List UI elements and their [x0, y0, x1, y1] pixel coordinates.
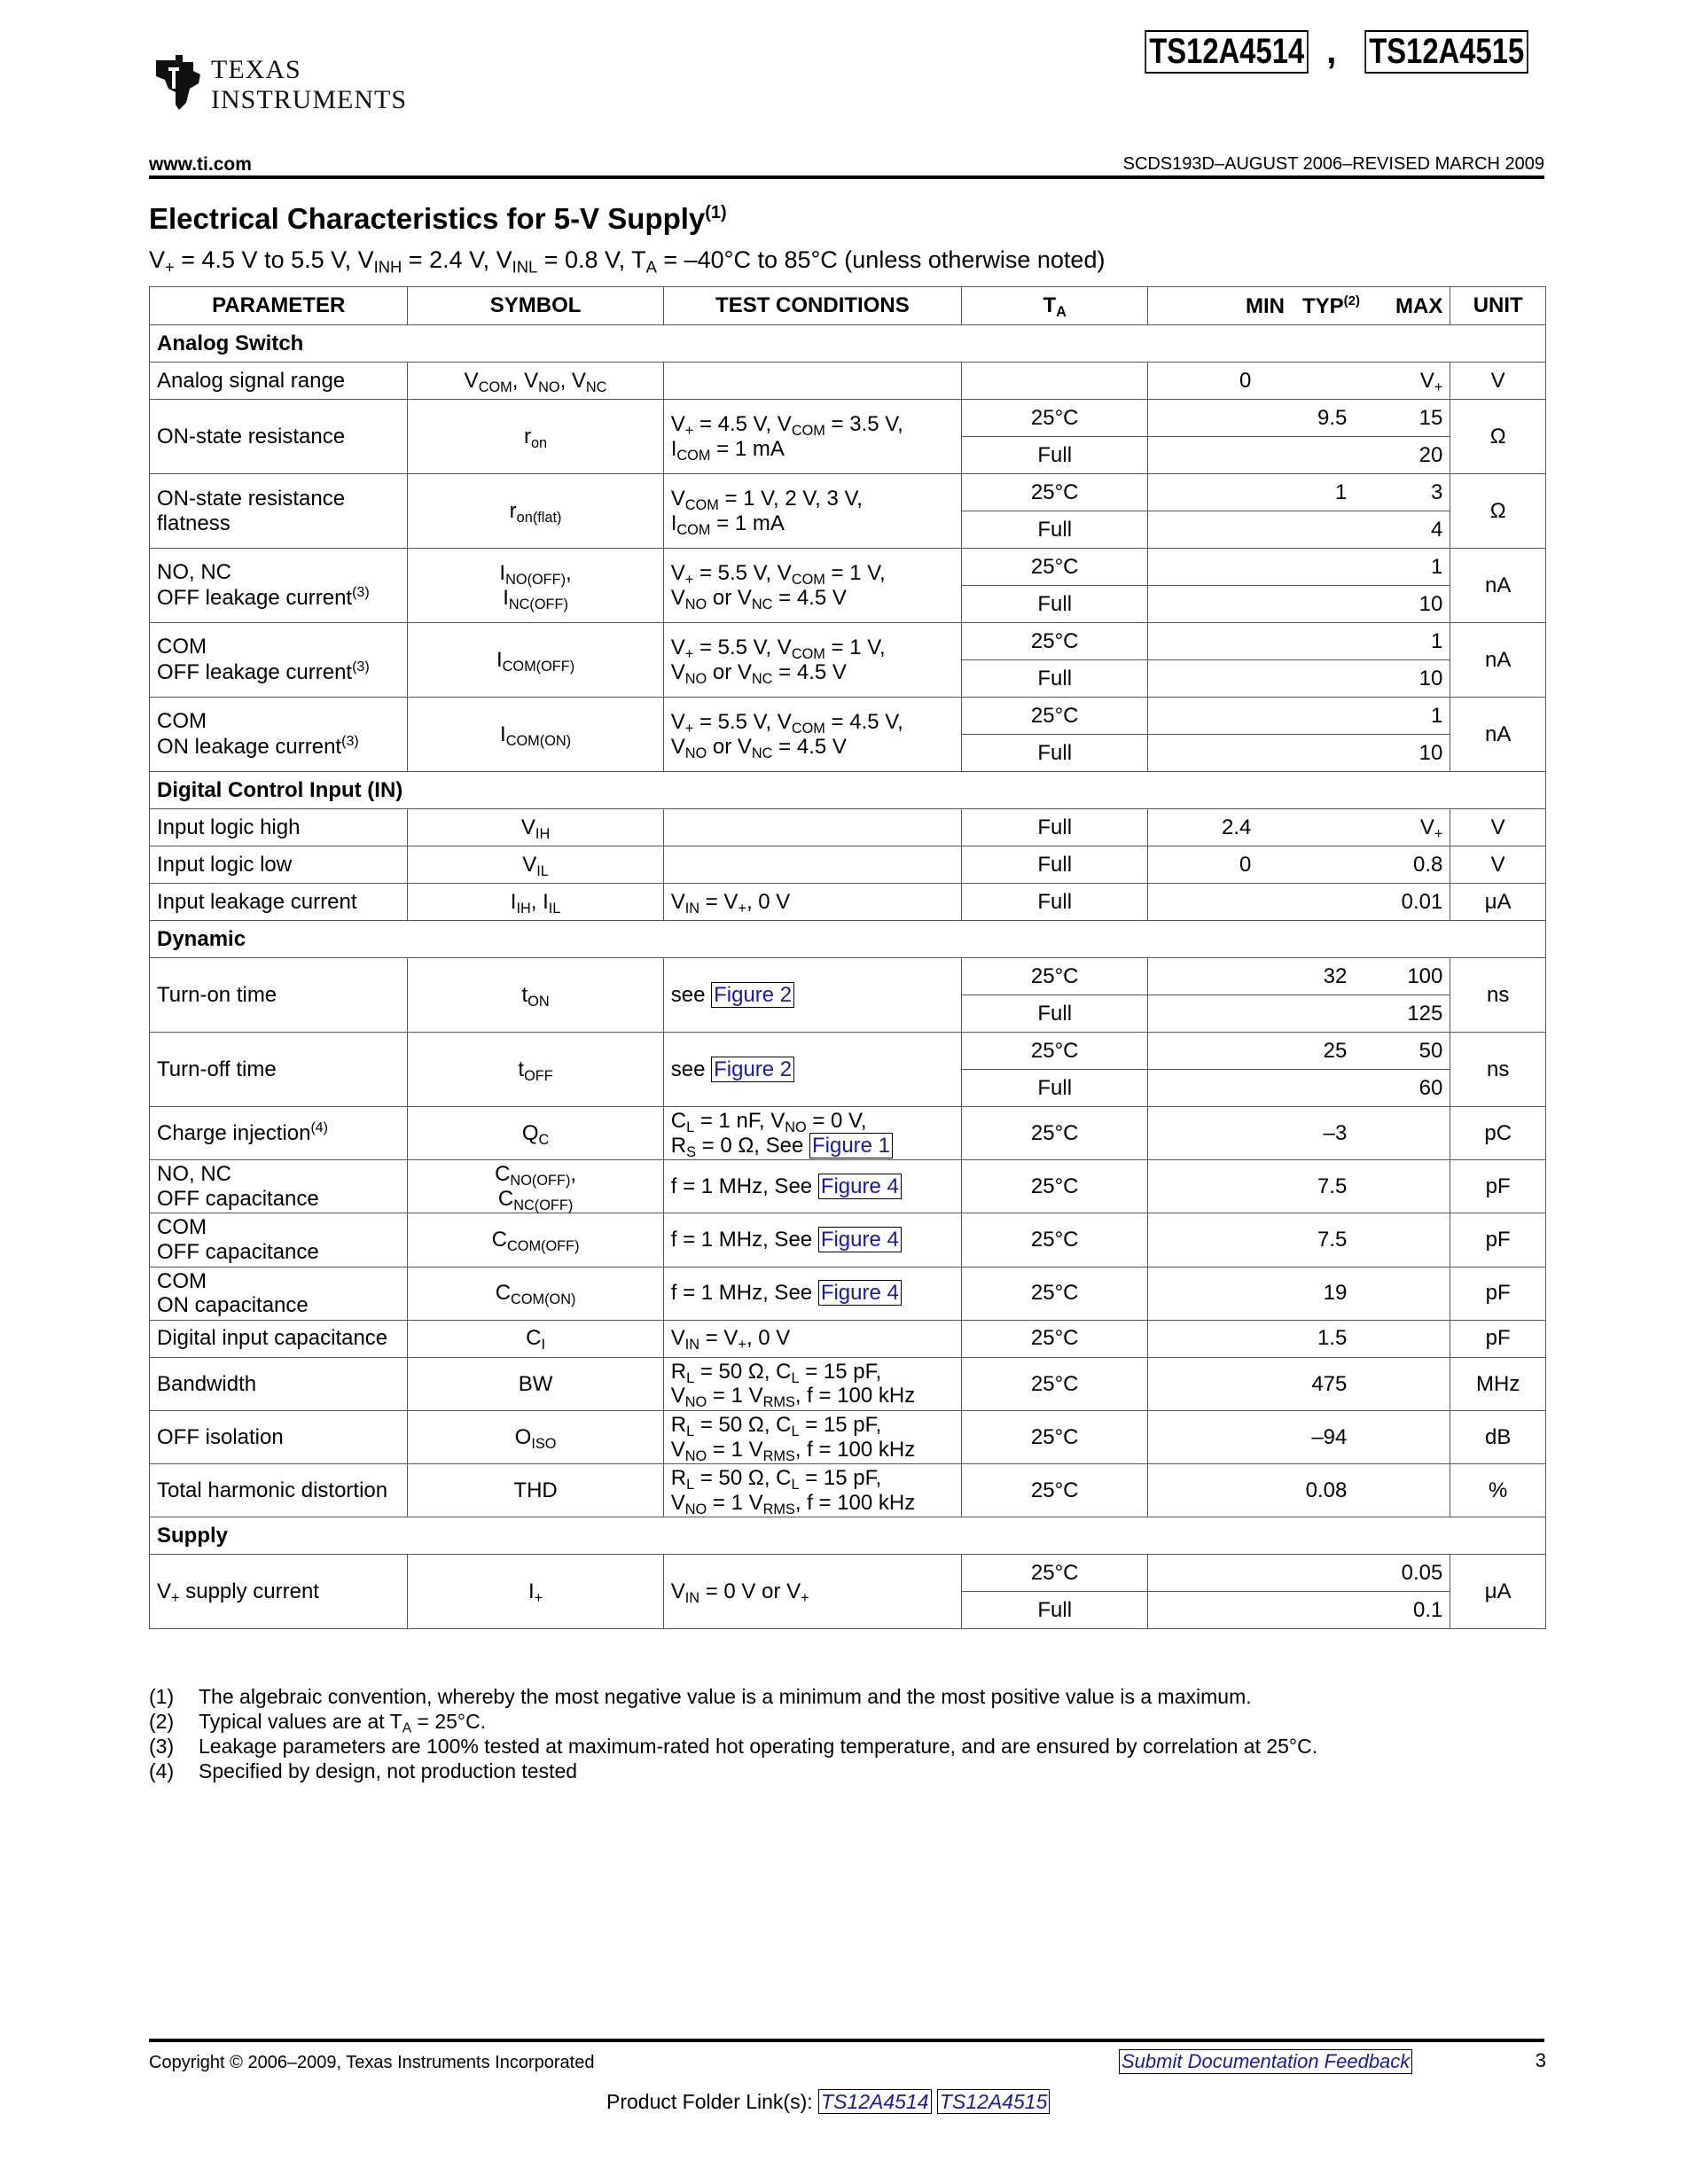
section-supply: Supply — [150, 1517, 1546, 1555]
param-cell: Digital input capacitance — [150, 1320, 408, 1357]
min-value: 0 — [1239, 368, 1252, 393]
footnote: (1) The algebraic convention, whereby the most negative value is a minimum and the most positive value is a maximum. — [149, 1685, 1252, 1708]
param-cell: COM ON leakage current$^{(3)}$ — [150, 698, 408, 772]
unit-cell: pF — [1450, 1320, 1546, 1357]
header-test-conditions: TEST CONDITIONS — [663, 287, 961, 325]
max-value: 0.8 — [1413, 852, 1443, 877]
test-cell: $R_L = 50$ Ω, $C_L = 15$ pF, $V_{NO} = 1$ $V_{RMS}$, f = 100 kHz — [663, 1357, 961, 1410]
table-row — [150, 1555, 1546, 1592]
unit-cell: dB — [1450, 1410, 1546, 1463]
values-cell — [1148, 1555, 1450, 1592]
unit-cell: % — [1450, 1464, 1546, 1517]
table-row — [150, 809, 1546, 846]
ta-cell: 25°C — [962, 1357, 1148, 1410]
header-typ: TYP — [1301, 293, 1344, 318]
symbol-cell: $I_{NO(OFF)}$, $I_{NC(OFF)}$ — [408, 549, 663, 623]
max-value: 0.1 — [1413, 1598, 1443, 1623]
figure-link[interactable]: Figure 4 — [818, 1280, 902, 1306]
table-row — [150, 1410, 1546, 1463]
ta-cell: 25°C — [962, 623, 1148, 660]
values-cell — [1148, 1033, 1450, 1070]
values-cell — [1148, 511, 1450, 549]
unit-cell: μA — [1450, 884, 1546, 921]
max-value: $V_+$ — [1419, 368, 1443, 395]
values-cell — [1148, 1213, 1450, 1267]
table-row — [150, 884, 1546, 921]
symbol-cell: $I_{COM(OFF)}$ — [408, 623, 663, 698]
part-numbers — [1127, 30, 1546, 74]
max-value: 1 — [1431, 703, 1443, 728]
values-cell — [1148, 1410, 1450, 1463]
section-row — [150, 325, 1546, 363]
max-value: $V_+$ — [1419, 815, 1443, 842]
section-digital: Digital Control Input (IN) — [150, 772, 1546, 809]
max-value: 3 — [1431, 480, 1443, 504]
figure-link[interactable]: Figure 2 — [711, 982, 794, 1008]
typ-value: 9.5 — [1317, 405, 1348, 430]
values-cell — [1148, 958, 1450, 995]
footnote: (3) Leakage parameters are 100% tested at maximum-rated hot operating temperature, and are ensured by correlation at 25°C. — [149, 1735, 1318, 1758]
typ-value: 7.5 — [1317, 1174, 1348, 1198]
max-value: 0.01 — [1401, 889, 1443, 914]
figure-link[interactable]: Figure 4 — [818, 1174, 902, 1199]
values-cell — [1148, 1357, 1450, 1410]
header-ta-text: T — [1043, 293, 1057, 318]
symbol-cell: $V_{IH}$ — [408, 809, 663, 846]
ta-cell: 25°C — [962, 1267, 1148, 1320]
product-link-1[interactable]: TS12A4514 — [818, 2089, 931, 2114]
param-cell: Analog signal range — [150, 363, 408, 400]
test-cell: $R_L = 50$ Ω, $C_L = 15$ pF, $V_{NO} = 1$ $V_{RMS}$, f = 100 kHz — [663, 1410, 961, 1463]
section-row — [150, 921, 1546, 958]
table-row — [150, 1464, 1546, 1517]
values-cell — [1148, 698, 1450, 735]
test-cell — [663, 846, 961, 884]
ta-cell: Full — [962, 884, 1148, 921]
product-folder-links — [606, 2090, 1050, 2114]
values-cell — [1148, 1160, 1450, 1213]
min-value: 0 — [1239, 852, 1252, 877]
unit-cell: ns — [1450, 1033, 1546, 1107]
test-cell: $V_{IN} = V_+$, 0 V — [663, 884, 961, 921]
max-value: 10 — [1418, 666, 1443, 690]
param-cell: Bandwidth — [150, 1357, 408, 1410]
unit-cell: nA — [1450, 698, 1546, 772]
typ-value — [1251, 369, 1347, 394]
ta-cell: Full — [962, 735, 1148, 772]
symbol-cell: $r_{on}$ — [408, 400, 663, 474]
ti-logo — [149, 53, 415, 120]
unit-cell: Ω — [1450, 400, 1546, 474]
test-cell — [663, 809, 961, 846]
max-value: 1 — [1431, 554, 1443, 579]
section-row — [150, 772, 1546, 809]
table-row — [150, 400, 1546, 437]
document-id: SCDS193D–AUGUST 2006–REVISED MARCH 2009 — [1122, 154, 1544, 174]
table-row — [150, 1357, 1546, 1410]
test-cell: $V_+ = 4.5$ V, $V_{COM} = 3.5$ V, $I_{COM} = 1$ mA — [663, 400, 961, 474]
values-cell — [1148, 1320, 1450, 1357]
max-value: 20 — [1418, 442, 1443, 467]
ta-cell: Full — [962, 660, 1148, 698]
symbol-cell: $C_I$ — [408, 1320, 663, 1357]
test-cell: f = 1 MHz, See Figure 4 — [663, 1267, 961, 1320]
ti-logo-icon — [149, 53, 204, 112]
max-value: 125 — [1407, 1001, 1443, 1026]
values-cell — [1148, 1267, 1450, 1320]
param-cell: COM OFF leakage current$^{(3)}$ — [150, 623, 408, 698]
max-value: 50 — [1418, 1038, 1443, 1063]
unit-cell: V — [1450, 846, 1546, 884]
pfl-label: Product Folder Link(s): — [606, 2090, 813, 2113]
table-row — [150, 958, 1546, 995]
typ-value: 19 — [1323, 1281, 1348, 1306]
section-row — [150, 1517, 1546, 1555]
logo-text-1: TEXAS — [211, 55, 301, 84]
symbol-cell: $C_{NO(OFF)}$, $C_{NC(OFF)}$ — [408, 1160, 663, 1213]
values-cell — [1148, 1107, 1450, 1160]
figure-link[interactable]: Figure 2 — [711, 1057, 794, 1082]
ta-cell: Full — [962, 437, 1148, 474]
table-row — [150, 474, 1546, 511]
footnote: (4) Specified by design, not production tested — [149, 1759, 578, 1782]
symbol-cell: $V_{IL}$ — [408, 846, 663, 884]
part-separator: , — [1326, 32, 1337, 71]
section-analog: Analog Switch — [150, 325, 1546, 363]
symbol-cell: $r_{on(flat)}$ — [408, 474, 663, 549]
typ-value: –94 — [1311, 1424, 1348, 1449]
values-cell — [1148, 660, 1450, 698]
values-cell — [1148, 846, 1450, 884]
ta-cell: Full — [962, 995, 1148, 1033]
param-cell: NO, NC OFF leakage current$^{(3)}$ — [150, 549, 408, 623]
unit-cell: MHz — [1450, 1357, 1546, 1410]
typ-value: 32 — [1323, 963, 1348, 988]
max-value: 60 — [1418, 1075, 1443, 1100]
typ-value: 1 — [1335, 480, 1348, 504]
part-link-1[interactable]: TS12A4514 — [1145, 30, 1309, 74]
unit-cell: nA — [1450, 623, 1546, 698]
page-title — [149, 202, 727, 236]
header-parameter: PARAMETER — [150, 287, 408, 325]
ta-cell: 25°C — [962, 958, 1148, 995]
ta-cell: 25°C — [962, 549, 1148, 586]
test-cell: $V_+ = 5.5$ V, $V_{COM} = 1$ V, $V_{NO}$ or $V_{NC} = 4.5$ V — [663, 623, 961, 698]
symbol-cell: $Q_C$ — [408, 1107, 663, 1160]
ta-cell — [962, 363, 1148, 400]
title-text: Electrical Characteristics for 5-V Supply — [149, 202, 706, 235]
test-cell: $V_+ = 5.5$ V, $V_{COM} = 4.5$ V, $V_{NO}$ or $V_{NC} = 4.5$ V — [663, 698, 961, 772]
test-cell: see Figure 2 — [663, 1033, 961, 1107]
header-typ-note: (2) — [1343, 292, 1361, 308]
unit-cell: V — [1450, 809, 1546, 846]
feedback-link[interactable]: Submit Documentation Feedback — [1119, 2049, 1412, 2074]
symbol-cell: $t_{ON}$ — [408, 958, 663, 1033]
header-min: MIN — [1245, 293, 1285, 318]
ta-cell: 25°C — [962, 1320, 1148, 1357]
table-row — [150, 549, 1546, 586]
max-value: 15 — [1418, 405, 1443, 430]
values-cell — [1148, 995, 1450, 1033]
ta-cell: 25°C — [962, 1033, 1148, 1070]
max-value: 4 — [1431, 517, 1443, 542]
header-ta — [962, 287, 1148, 325]
ta-cell: Full — [962, 846, 1148, 884]
unit-cell: pF — [1450, 1267, 1546, 1320]
max-value: 0.05 — [1401, 1561, 1443, 1586]
table-row — [150, 1267, 1546, 1320]
table-row — [150, 623, 1546, 660]
param-cell: Turn-on time — [150, 958, 408, 1033]
title-note: (1) — [705, 203, 727, 222]
values-cell — [1148, 1592, 1450, 1629]
electrical-characteristics-table — [149, 286, 1546, 1629]
figure-link[interactable]: Figure 1 — [809, 1133, 893, 1158]
symbol-cell: $O_{ISO}$ — [408, 1410, 663, 1463]
param-cell: Total harmonic distortion — [150, 1464, 408, 1517]
ta-cell: Full — [962, 1070, 1148, 1107]
symbol-cell: $I_{COM(ON)}$ — [408, 698, 663, 772]
param-cell: ON-state resistance flatness — [150, 474, 408, 549]
ta-cell: 25°C — [962, 1160, 1148, 1213]
table-row — [150, 846, 1546, 884]
unit-cell: μA — [1450, 1555, 1546, 1629]
test-cell: $C_L = 1$ nF, $V_{NO} = 0$ V, $R_S = 0$ Ω, See Figure 1 — [663, 1107, 961, 1160]
website-link[interactable]: www.ti.com — [149, 154, 252, 175]
test-cell: $V_{COM} = 1$ V, 2 V, 3 V, $I_{COM} = 1$ mA — [663, 474, 961, 549]
values-cell — [1148, 474, 1450, 511]
typ-value: 25 — [1323, 1038, 1348, 1063]
symbol-cell: $t_{OFF}$ — [408, 1033, 663, 1107]
test-cell: see Figure 2 — [663, 958, 961, 1033]
page-number: 3 — [1535, 2049, 1546, 2071]
header-max: MAX — [1395, 293, 1443, 318]
table-row — [150, 1033, 1546, 1070]
unit-cell: pC — [1450, 1107, 1546, 1160]
param-cell: Turn-off time — [150, 1033, 408, 1107]
values-cell — [1148, 623, 1450, 660]
footnotes — [149, 1684, 1317, 1783]
table-row — [150, 1213, 1546, 1267]
unit-cell: ns — [1450, 958, 1546, 1033]
max-value: 100 — [1407, 963, 1443, 988]
ta-cell: 25°C — [962, 698, 1148, 735]
ta-cell: Full — [962, 511, 1148, 549]
test-cell: $V_{IN} = 0$ V or $V_+$ — [663, 1555, 961, 1629]
values-cell — [1148, 586, 1450, 623]
section-dynamic: Dynamic — [150, 921, 1546, 958]
table-row — [150, 698, 1546, 735]
max-value: 10 — [1418, 591, 1443, 616]
max-value: 1 — [1431, 628, 1443, 653]
param-cell: COM OFF capacitance — [150, 1213, 408, 1267]
header-unit: UNIT — [1450, 287, 1546, 325]
symbol-cell: THD — [408, 1464, 663, 1517]
unit-cell: V — [1450, 363, 1546, 400]
values-cell — [1148, 549, 1450, 586]
typ-value: 1.5 — [1317, 1326, 1348, 1351]
unit-cell: nA — [1450, 549, 1546, 623]
symbol-cell: $C_{COM(OFF)}$ — [408, 1213, 663, 1267]
ta-cell: 25°C — [962, 1464, 1148, 1517]
product-link-2[interactable]: TS12A4515 — [937, 2089, 1050, 2114]
footnote: (2) Typical values are at $T_A = 25^\circ C$. — [149, 1710, 487, 1736]
header-ta-sub: A — [1056, 304, 1067, 321]
ta-cell: 25°C — [962, 1213, 1148, 1267]
test-cell: f = 1 MHz, See Figure 4 — [663, 1160, 961, 1213]
values-cell — [1148, 735, 1450, 772]
symbol-cell: $I_{IH}$, $I_{IL}$ — [408, 884, 663, 921]
param-cell: Input logic high — [150, 809, 408, 846]
unit-cell: Ω — [1450, 474, 1546, 549]
ta-cell: Full — [962, 586, 1148, 623]
values-cell — [1148, 809, 1450, 846]
header-symbol: SYMBOL — [408, 287, 663, 325]
part-link-2[interactable]: TS12A4515 — [1364, 30, 1528, 74]
symbol-cell: $V_{COM}$, $V_{NO}$, $V_{NC}$ — [408, 363, 663, 400]
min-value: 2.4 — [1222, 815, 1252, 839]
table-row — [150, 1107, 1546, 1160]
unit-cell: pF — [1450, 1160, 1546, 1213]
param-cell: $V_+$ supply current — [150, 1555, 408, 1629]
values-cell — [1148, 400, 1450, 437]
param-cell: ON-state resistance — [150, 400, 408, 474]
param-cell: Input logic low — [150, 846, 408, 884]
test-cell — [663, 363, 961, 400]
max-value: 10 — [1418, 740, 1443, 765]
footer-rule — [149, 2039, 1544, 2042]
test-cell: $V_{IN} = V_+$, 0 V — [663, 1320, 961, 1357]
ta-cell: 25°C — [962, 1410, 1148, 1463]
symbol-cell: BW — [408, 1357, 663, 1410]
table-header-row — [150, 287, 1546, 325]
param-cell: COM ON capacitance — [150, 1267, 408, 1320]
ta-cell: 25°C — [962, 1555, 1148, 1592]
param-cell: OFF isolation — [150, 1410, 408, 1463]
header-rule — [149, 176, 1544, 179]
symbol-cell: $C_{COM(ON)}$ — [408, 1267, 663, 1320]
values-cell — [1148, 437, 1450, 474]
param-cell: Input leakage current — [150, 884, 408, 921]
unit-cell: pF — [1450, 1213, 1546, 1267]
ta-cell: 25°C — [962, 474, 1148, 511]
ta-cell: 25°C — [962, 1107, 1148, 1160]
param-cell: NO, NC OFF capacitance — [150, 1160, 408, 1213]
symbol-cell: $I_+$ — [408, 1555, 663, 1629]
test-cell: f = 1 MHz, See Figure 4 — [663, 1213, 961, 1267]
typ-value: 7.5 — [1317, 1228, 1348, 1252]
values-cell — [1148, 1464, 1450, 1517]
table-row — [150, 1320, 1546, 1357]
typ-value: 0.08 — [1305, 1478, 1348, 1502]
values-cell — [1148, 884, 1450, 921]
figure-link[interactable]: Figure 4 — [818, 1227, 902, 1252]
ta-cell: 25°C — [962, 400, 1148, 437]
table-row — [150, 363, 1546, 400]
header-min-typ-max — [1148, 287, 1450, 325]
test-cell: $V_+ = 5.5$ V, $V_{COM} = 1$ V, $V_{NO}$ or $V_{NC} = 4.5$ V — [663, 549, 961, 623]
test-cell: $R_L = 50$ Ω, $C_L = 15$ pF, $V_{NO} = 1$ $V_{RMS}$, f = 100 kHz — [663, 1464, 961, 1517]
typ-value: 475 — [1311, 1371, 1348, 1396]
ta-cell: Full — [962, 1592, 1148, 1629]
copyright: Copyright © 2006–2009, Texas Instruments Incorporated — [149, 2053, 595, 2072]
table-row — [150, 1160, 1546, 1213]
values-cell — [1148, 363, 1450, 400]
param-cell: Charge injection$^{(4)}$ — [150, 1107, 408, 1160]
logo-text-2: INSTRUMENTS — [211, 85, 408, 114]
typ-value: –3 — [1323, 1120, 1348, 1145]
ta-cell: Full — [962, 809, 1148, 846]
values-cell — [1148, 1070, 1450, 1107]
test-condition-line: $V_+ = 4.5$ V to 5.5 V, $V_{INH} = 2.4$ V, $V_{INL} = 0.8$ V, $T_A = -40^\circ C$ to 85°C (unless otherwise noted) — [149, 246, 1106, 277]
